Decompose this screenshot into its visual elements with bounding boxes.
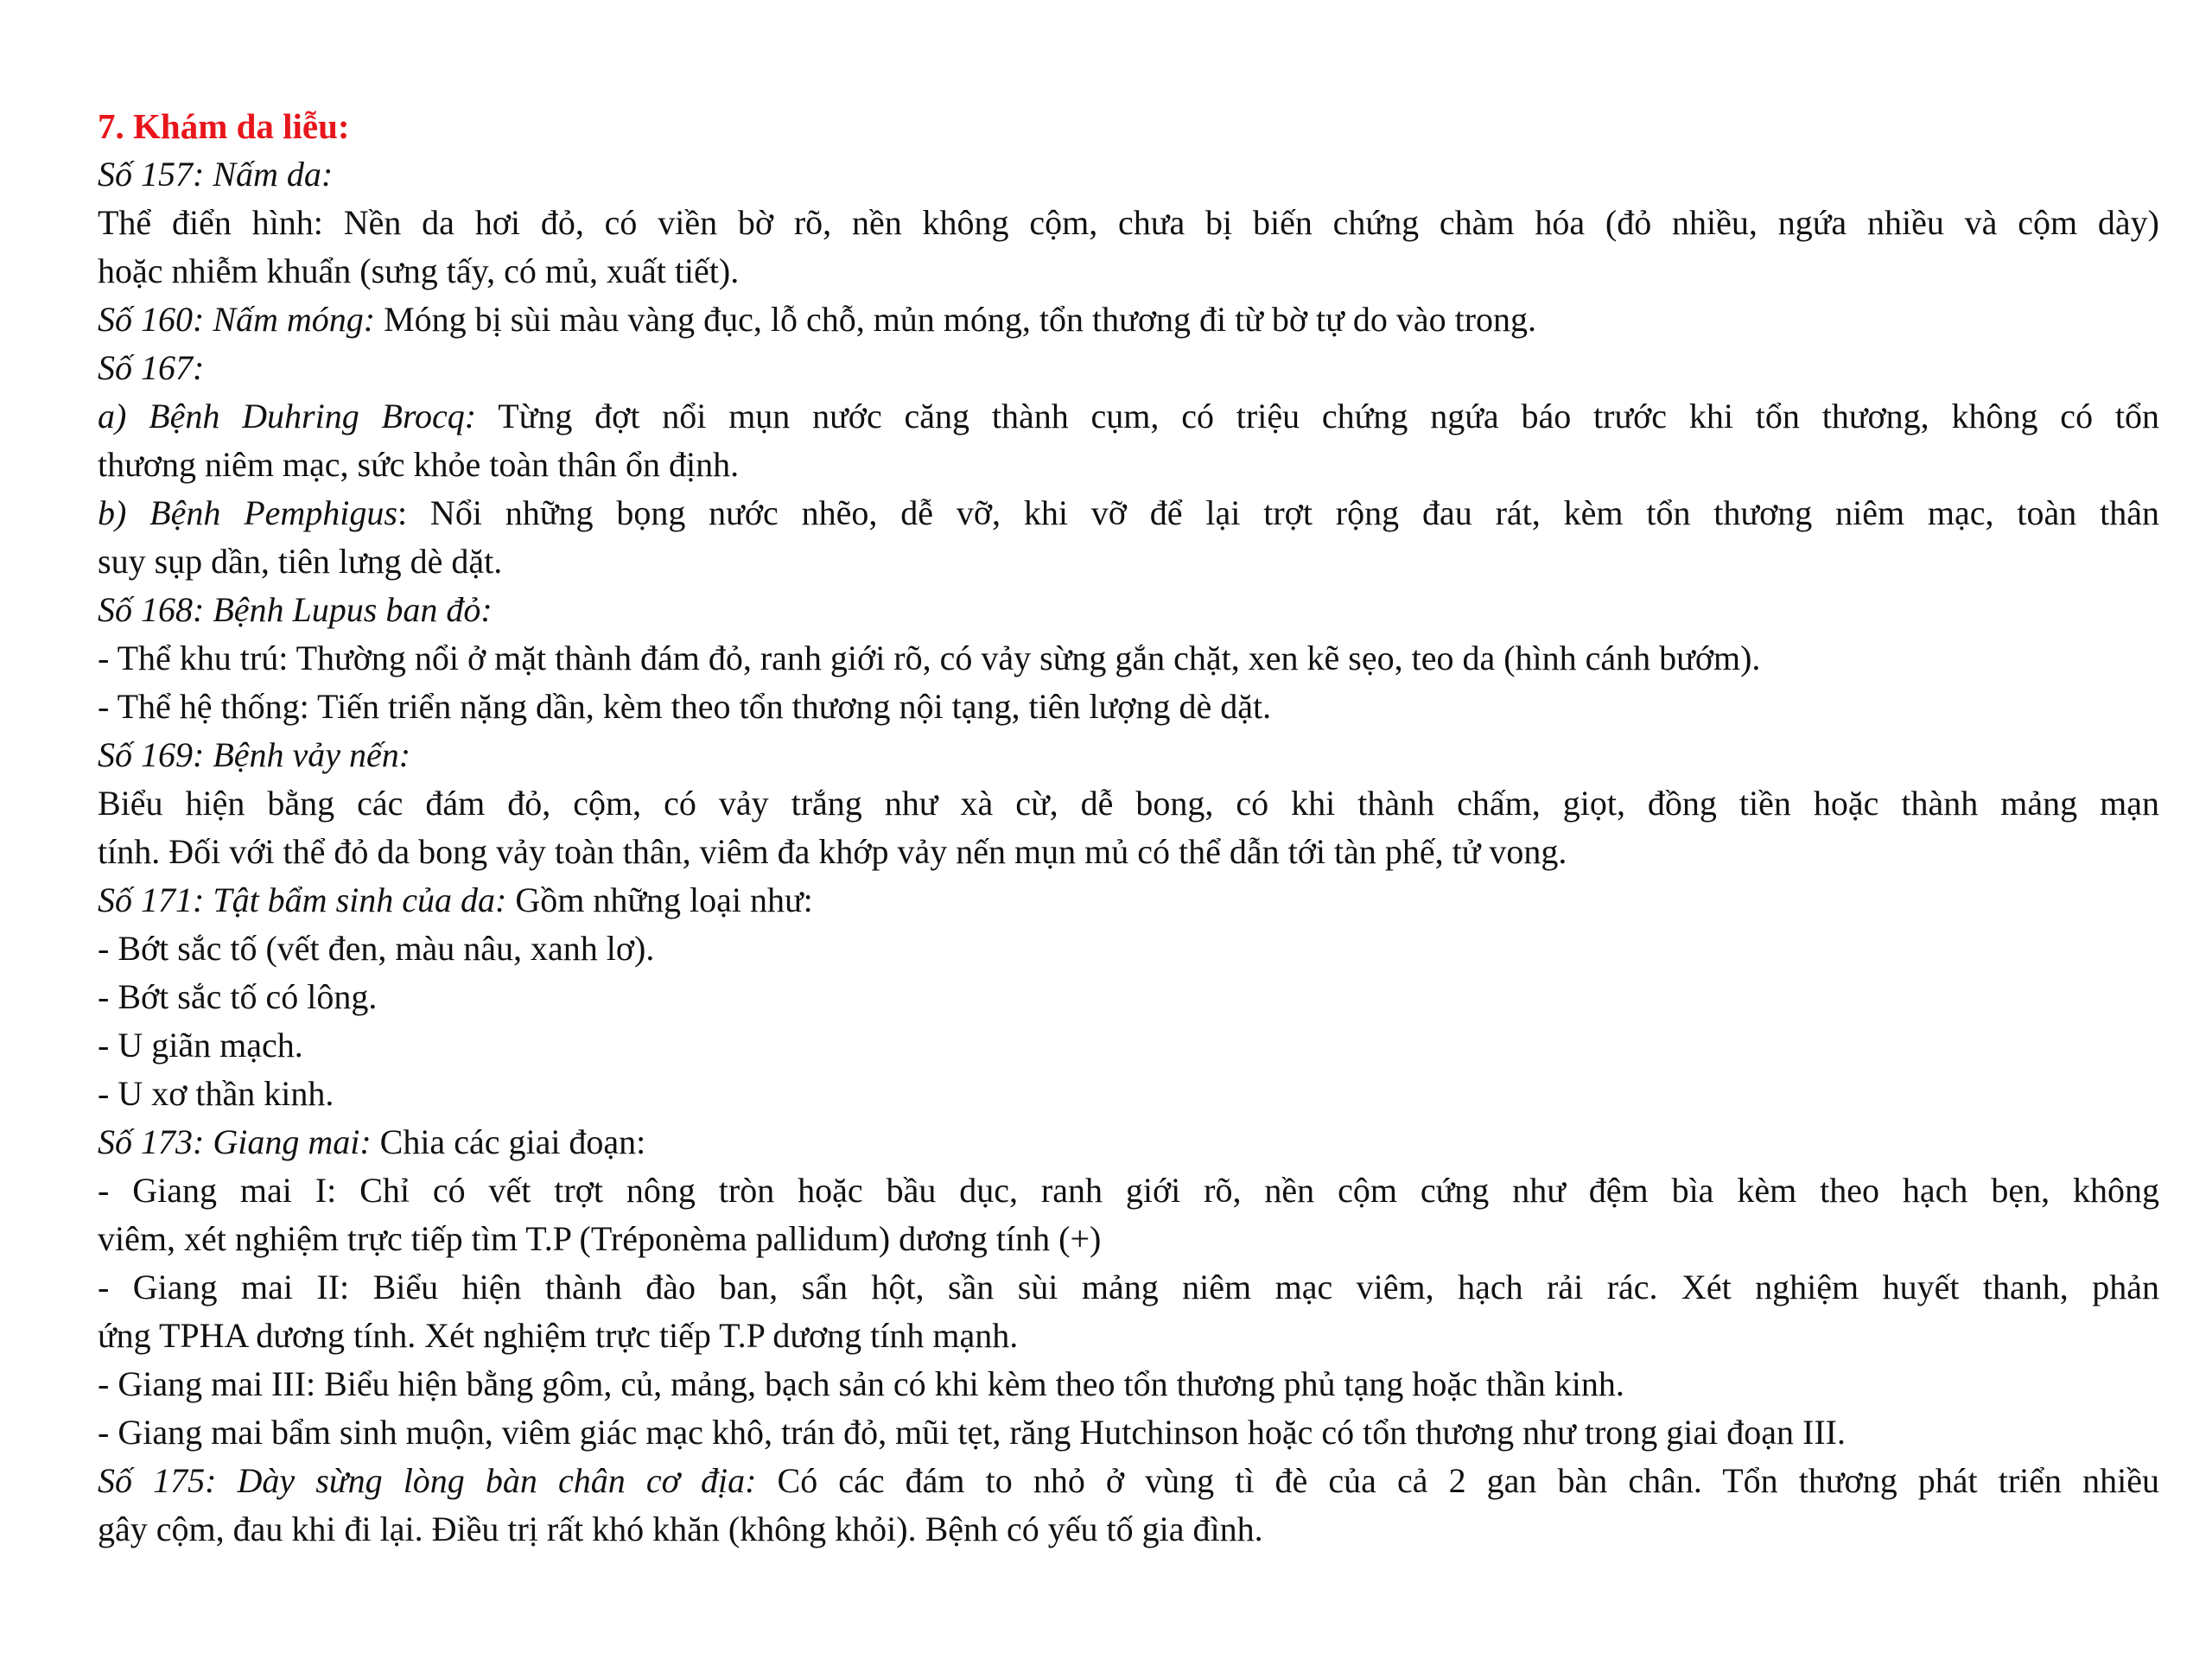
entry-167b-title: b) Bệnh Pemphigus xyxy=(98,493,397,532)
entry-157-line-2: hoặc nhiễm khuẩn (sưng tấy, có mủ, xuất tiết). xyxy=(98,251,740,290)
entry-167b-text: : Nổi những bọng nước nhẽo, dễ vỡ, khi vỡ để lại trợt rộng đau rát, kèm tổn thương niêm mạc, toàn thân xyxy=(397,493,2159,532)
entry-173-stage-1-line-1: - Giang mai I: Chỉ có vết trợt nông tròn hoặc bầu dục, ranh giới rõ, nền cộm cứng như đệm bìa kèm theo hạch bẹn, không xyxy=(98,1171,2159,1210)
entry-168-number: Số 168 xyxy=(98,590,193,629)
entry-160 xyxy=(98,296,2159,344)
entry-168-line-1: - Thể khu trú: Thường nổi ở mặt thành đám đỏ, ranh giới rõ, có vảy sừng gắn chặt, xen kẽ sẹo, teo da (hình cánh bướm). xyxy=(98,639,1761,677)
entry-171-name: : Tật bẩm sinh của da: xyxy=(193,880,507,919)
entry-169-line-1: Biểu hiện bằng các đám đỏ, cộm, có vảy trắng như xà cừ, dễ bong, có khi thành chấm, giọt, đồng tiền hoặc thành mảng mạn xyxy=(98,784,2159,823)
entry-173-intro: Chia các giai đoạn: xyxy=(371,1122,646,1161)
entry-167a-line-2: thương niêm mạc, sức khỏe toàn thân ổn định. xyxy=(98,445,740,484)
entry-169-title: Số 169: Bệnh vảy nến: xyxy=(98,735,411,774)
list-item: - U xơ thần kinh. xyxy=(98,1074,334,1113)
entry-167a-line-1 xyxy=(98,392,2159,441)
list-item: - U giãn mạch. xyxy=(98,1026,303,1065)
entry-175-title: Số 175: Dày sừng lòng bàn chân cơ địa: xyxy=(98,1461,757,1500)
entry-160-title: Số 160: Nấm móng: xyxy=(98,300,376,339)
entry-168-line-2: - Thể hệ thống: Tiến triển nặng dần, kèm theo tổn thương nội tạng, tiên lượng dè dặt. xyxy=(98,687,1272,726)
entry-173-stage-3: - Giang mai III: Biểu hiện bằng gôm, củ, mảng, bạch sản có khi kèm theo tổn thương phủ tạng hoặc thần kinh. xyxy=(98,1364,1624,1403)
entry-171-title-line xyxy=(98,876,2159,925)
entry-171-intro: Gồm những loại như: xyxy=(506,880,813,919)
entry-168-title xyxy=(98,586,2159,634)
entry-171-number: Số 171 xyxy=(98,880,193,919)
entry-167b-line-2: suy sụp dần, tiên lưng dè dặt. xyxy=(98,542,503,581)
entry-167a-title: a) Bệnh Duhring Brocq: xyxy=(98,397,477,435)
entry-160-text: Móng bị sùi màu vàng đục, lỗ chỗ, mủn móng, tổn thương đi từ bờ tự do vào trong. xyxy=(375,300,1537,339)
entry-173-stage-1-line-2: viêm, xét nghiệm trực tiếp tìm T.P (Tréponèma pallidum) dương tính (+) xyxy=(98,1219,1102,1258)
entry-175-text: Có các đám to nhỏ ở vùng tì đè của cả 2 gan bàn chân. Tổn thương phát triển nhiều xyxy=(756,1461,2159,1500)
entry-173-stage-2-line-1: - Giang mai II: Biểu hiện thành đào ban, sẩn hột, sần sùi mảng niêm mạc viêm, hạch rải rác. Xét nghiệm huyết thanh, phản xyxy=(98,1268,2159,1306)
entry-173-congenital: - Giang mai bẩm sinh muộn, viêm giác mạc khô, trán đỏ, mũi tẹt, răng Hutchinson hoặc có tổn thương như trong giai đoạn III. xyxy=(98,1413,1846,1452)
entry-173-stage-2-line-2: ứng TPHA dương tính. Xét nghiệm trực tiếp T.P dương tính mạnh. xyxy=(98,1316,1019,1355)
entry-169-line-2: tính. Đối với thể đỏ da bong vảy toàn thân, viêm đa khớp vảy nến mụn mủ có thể dẫn tới tàn phế, tử vong. xyxy=(98,832,1567,871)
entry-173-title: Số 173: Giang mai: xyxy=(98,1122,372,1161)
section-heading: 7. Khám da liễu: xyxy=(98,106,350,146)
entry-167b-line-1 xyxy=(98,489,2159,537)
entry-167a-text: Từng đợt nổi mụn nước căng thành cụm, có triệu chứng ngứa báo trước khi tổn thương, không có tổn xyxy=(476,397,2159,435)
entry-173-title-line xyxy=(98,1118,2159,1166)
entry-175-line-2: gây cộm, đau khi đi lại. Điều trị rất khó khăn (không khỏi). Bệnh có yếu tố gia đình. xyxy=(98,1510,1263,1548)
entry-167-title: Số 167: xyxy=(98,348,205,387)
entry-175-line-1 xyxy=(98,1457,2159,1505)
document-body xyxy=(98,102,2159,1554)
list-item: - Bớt sắc tố (vết đen, màu nâu, xanh lơ). xyxy=(98,929,655,968)
entry-157-title: Số 157: Nấm da: xyxy=(98,155,334,194)
list-item: - Bớt sắc tố có lông. xyxy=(98,977,378,1016)
entry-157-line-1: Thể điển hình: Nền da hơi đỏ, có viền bờ rõ, nền không cộm, chưa bị biến chứng chàm hóa (đỏ nhiều, ngứa nhiều và cộm dày) xyxy=(98,203,2159,242)
entry-168-name: : Bệnh Lupus ban đỏ: xyxy=(193,590,493,629)
